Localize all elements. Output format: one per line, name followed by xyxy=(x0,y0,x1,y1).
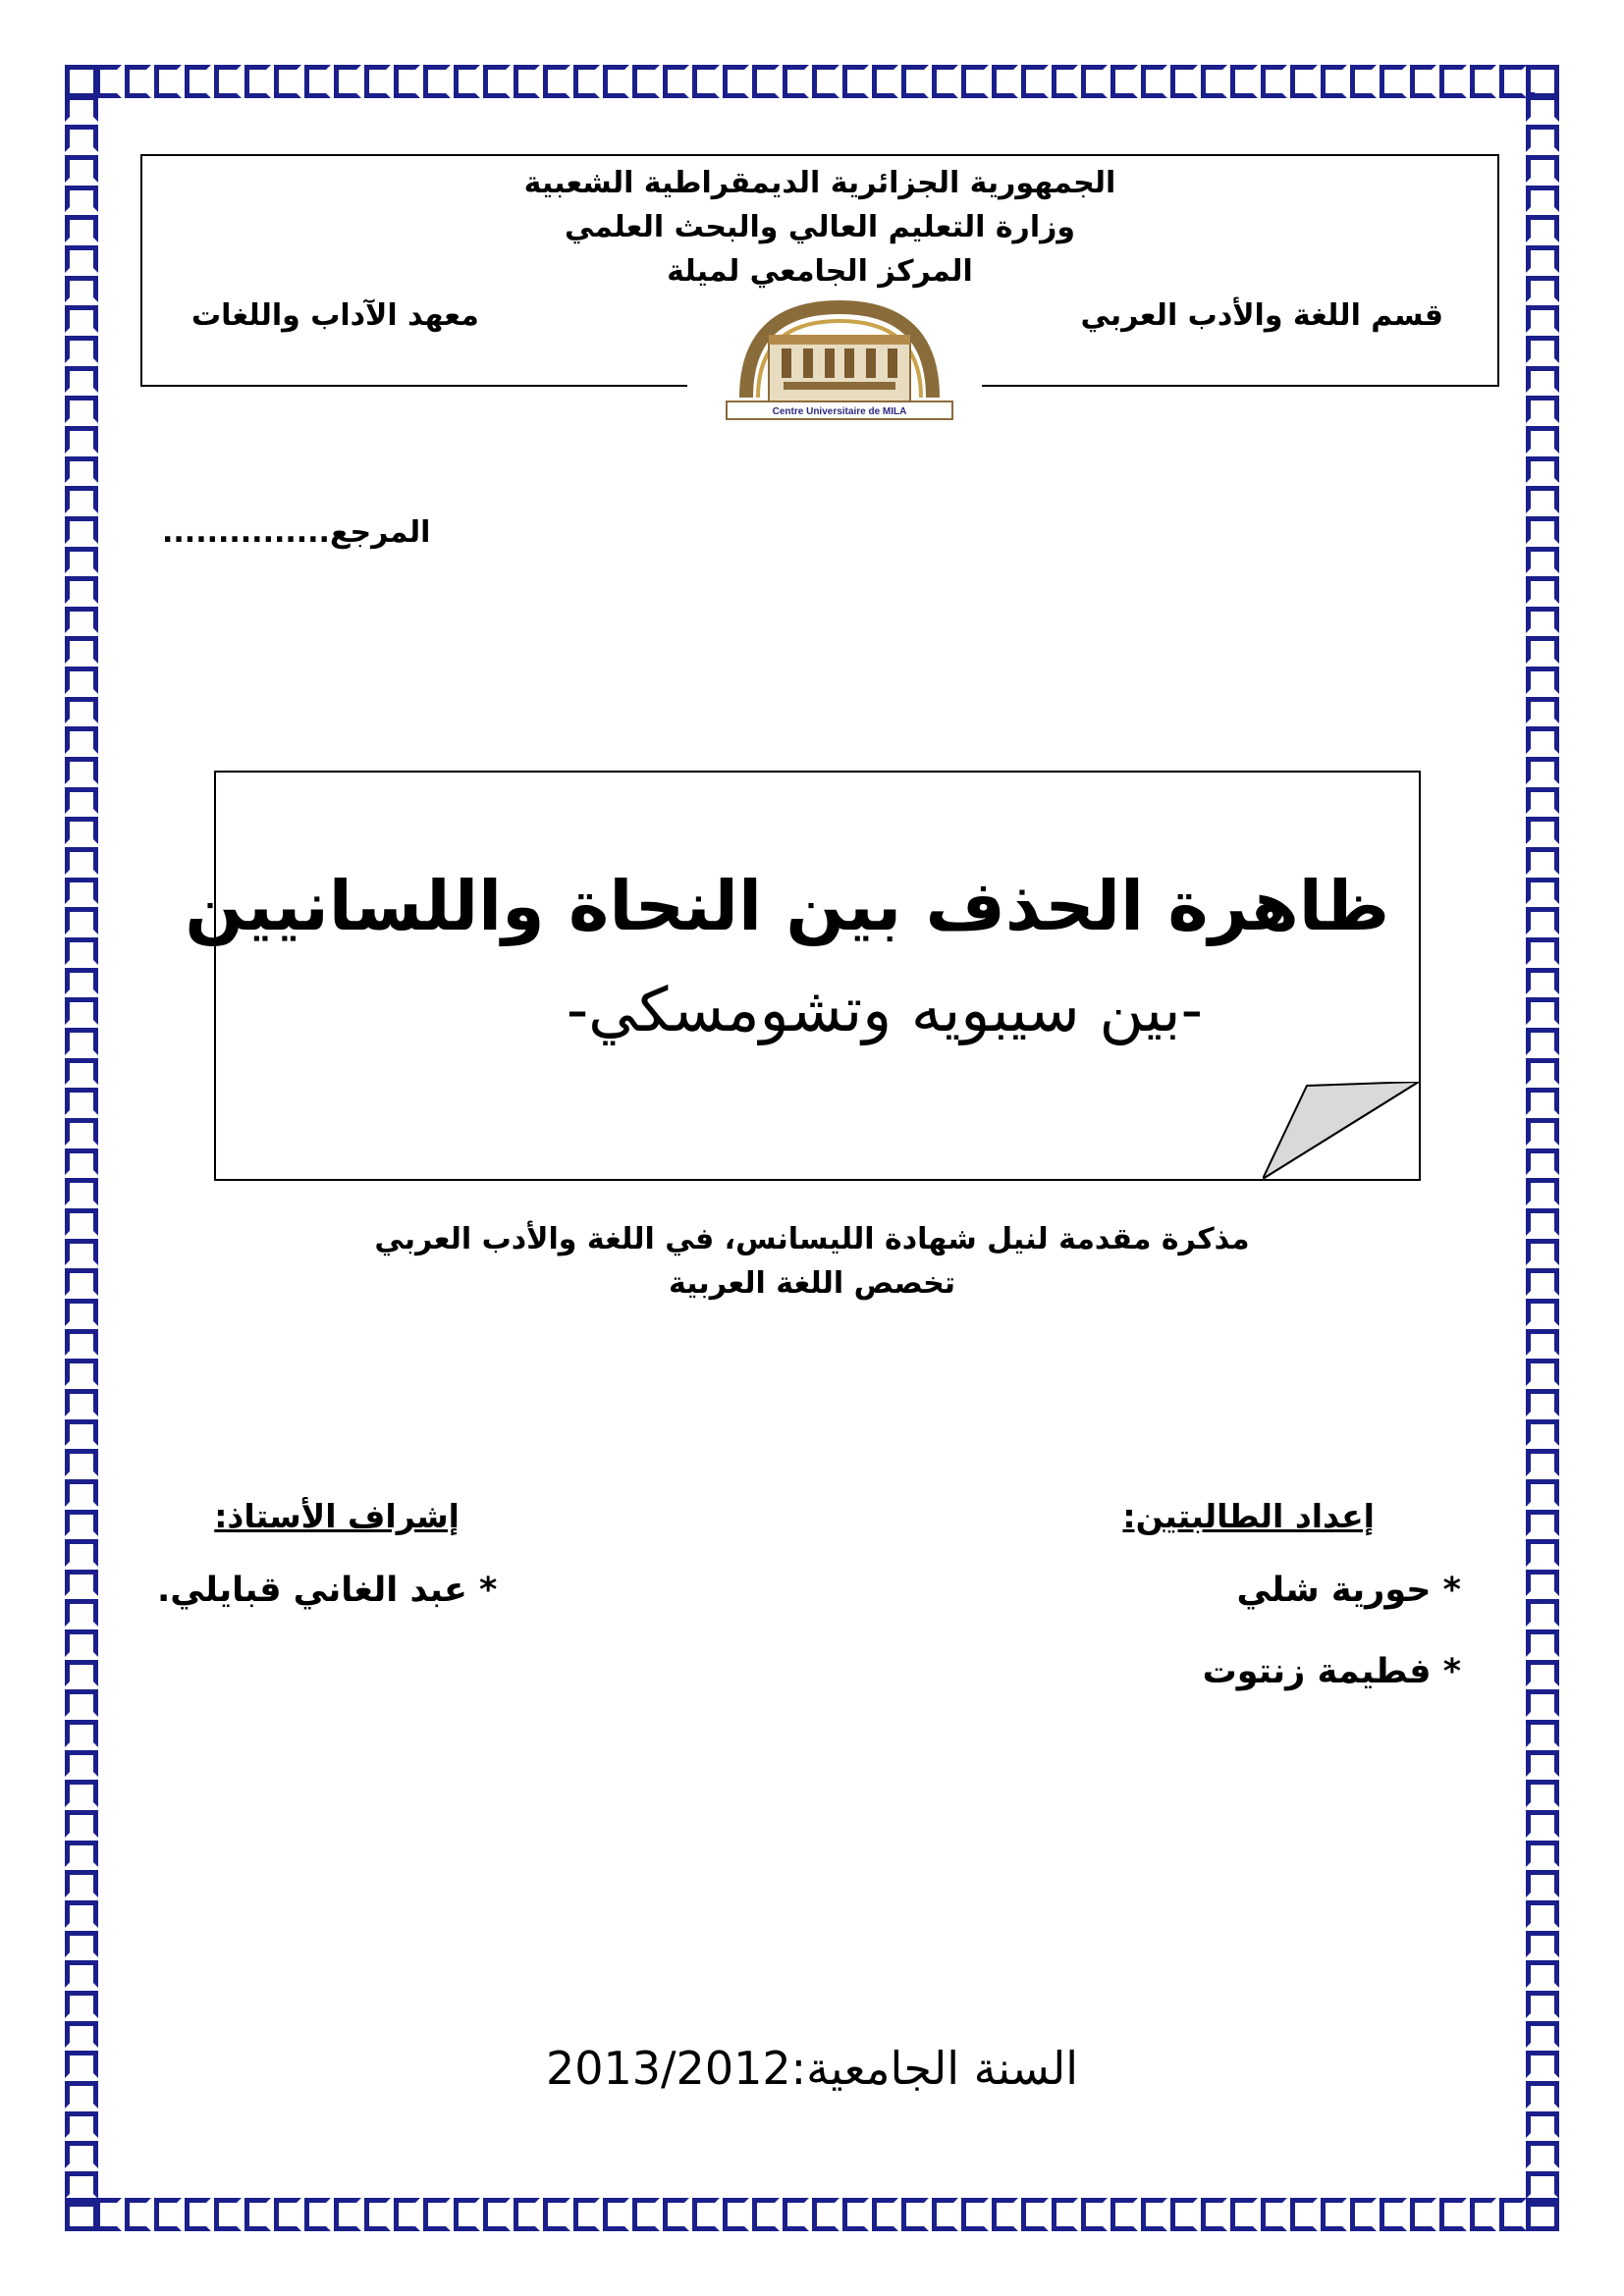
border-link xyxy=(1526,516,1559,544)
border-link xyxy=(125,2198,151,2231)
border-link xyxy=(65,2111,98,2139)
border-link xyxy=(1526,1780,1559,1807)
border-link xyxy=(901,65,928,98)
border-link xyxy=(1081,2198,1108,2231)
border-link xyxy=(454,2198,480,2231)
border-link xyxy=(663,2198,689,2231)
border-link xyxy=(872,2198,898,2231)
border-link xyxy=(454,65,480,98)
border-link xyxy=(1410,2198,1436,2231)
border-link xyxy=(65,1599,98,1627)
border-link xyxy=(1526,1329,1559,1357)
border-link xyxy=(65,366,98,394)
border-link xyxy=(1526,2111,1559,2139)
border-link xyxy=(244,65,271,98)
border-link xyxy=(1526,1539,1559,1567)
academic-year-value: 2013/2012 xyxy=(545,2042,791,2095)
border-link xyxy=(65,968,98,995)
reference-dots: ............... xyxy=(162,515,330,550)
border-link xyxy=(65,125,98,152)
border-link xyxy=(483,2198,510,2231)
border-link xyxy=(65,1810,98,1838)
border-corner xyxy=(65,2198,98,2231)
border-link xyxy=(65,757,98,784)
border-link xyxy=(65,1841,98,1868)
border-link xyxy=(1526,787,1559,815)
border-link xyxy=(1526,1960,1559,1988)
border-link xyxy=(723,65,749,98)
border-link xyxy=(65,937,98,965)
border-link xyxy=(95,2198,122,2231)
border-link xyxy=(1526,245,1559,273)
border-bottom xyxy=(65,2198,1559,2231)
border-link xyxy=(514,65,540,98)
border-link xyxy=(1526,1148,1559,1176)
border-link xyxy=(1526,547,1559,574)
border-link xyxy=(65,636,98,664)
border-link xyxy=(992,2198,1018,2231)
border-link xyxy=(334,2198,360,2231)
border-link xyxy=(65,276,98,303)
border-link xyxy=(812,2198,839,2231)
border-link xyxy=(1526,1058,1559,1086)
border-link xyxy=(1526,757,1559,784)
border-link xyxy=(1526,937,1559,965)
border-link xyxy=(1526,186,1559,213)
border-link xyxy=(65,305,98,333)
border-link xyxy=(1526,1178,1559,1205)
border-link xyxy=(1350,65,1377,98)
border-link xyxy=(65,336,98,363)
border-link xyxy=(1526,305,1559,333)
border-link xyxy=(1526,2141,1559,2168)
border-link xyxy=(65,396,98,423)
border-link xyxy=(1290,2198,1317,2231)
border-link xyxy=(1526,1479,1559,1507)
border-link xyxy=(1170,2198,1197,2231)
border-link xyxy=(1526,576,1559,604)
university-logo xyxy=(725,299,954,421)
border-link xyxy=(65,1178,98,1205)
border-link xyxy=(1230,2198,1257,2231)
border-link xyxy=(1290,65,1317,98)
supervisor-heading: إشراف الأستاذ: xyxy=(214,1497,460,1535)
border-link xyxy=(1526,847,1559,875)
border-link xyxy=(244,2198,271,2231)
border-link xyxy=(1526,336,1559,363)
border-link xyxy=(1201,2198,1227,2231)
border-link xyxy=(364,65,391,98)
border-link xyxy=(1526,1810,1559,1838)
border-corner xyxy=(1526,2198,1559,2231)
border-link xyxy=(65,2171,98,2199)
border-link xyxy=(1141,2198,1167,2231)
border-link xyxy=(65,1118,98,1146)
thesis-subtitle: -بين سيبويه وتشومسكي- xyxy=(566,974,1203,1045)
border-corner xyxy=(1526,65,1559,98)
border-link xyxy=(1526,215,1559,242)
border-link xyxy=(423,65,450,98)
border-link xyxy=(65,1329,98,1357)
border-link xyxy=(573,65,600,98)
border-link xyxy=(65,1870,98,1897)
border-link xyxy=(1230,65,1257,98)
border-link xyxy=(1526,1841,1559,1868)
border-link xyxy=(1261,65,1287,98)
border-link xyxy=(632,65,659,98)
border-top xyxy=(65,65,1559,98)
border-link xyxy=(961,65,988,98)
border-link xyxy=(1201,65,1227,98)
border-link xyxy=(1380,2198,1406,2231)
border-link xyxy=(1470,2198,1496,2231)
border-link xyxy=(1526,1449,1559,1476)
border-link xyxy=(783,2198,809,2231)
academic-year-label: السنة الجامعية: xyxy=(790,2042,1078,2095)
border-link xyxy=(1526,456,1559,484)
border-link xyxy=(1526,1720,1559,1747)
border-link xyxy=(65,1510,98,1537)
border-link xyxy=(65,1359,98,1386)
border-link xyxy=(1526,1660,1559,1687)
border-link xyxy=(65,155,98,183)
border-link xyxy=(65,726,98,754)
border-link xyxy=(483,65,510,98)
border-link xyxy=(394,2198,420,2231)
border-link xyxy=(154,2198,181,2231)
border-link xyxy=(901,2198,928,2231)
border-link xyxy=(65,997,98,1025)
border-link xyxy=(1526,1510,1559,1537)
border-link xyxy=(65,1689,98,1717)
border-link xyxy=(1380,65,1406,98)
border-link xyxy=(723,2198,749,2231)
border-link xyxy=(274,2198,300,2231)
border-link xyxy=(1526,607,1559,634)
border-link xyxy=(334,65,360,98)
border-link xyxy=(65,1299,98,1326)
border-link xyxy=(65,1539,98,1567)
border-link xyxy=(65,787,98,815)
border-link xyxy=(65,878,98,905)
border-link xyxy=(1526,1028,1559,1055)
border-link xyxy=(1526,697,1559,724)
border-link xyxy=(65,1960,98,1988)
border-link xyxy=(214,65,241,98)
border-link xyxy=(65,1088,98,1115)
border-link xyxy=(1526,486,1559,513)
border-link xyxy=(932,2198,958,2231)
border-link xyxy=(1141,65,1167,98)
border-link xyxy=(1526,667,1559,694)
border-link xyxy=(872,65,898,98)
border-link xyxy=(65,1028,98,1055)
border-link xyxy=(1526,1419,1559,1447)
academic-year xyxy=(0,2042,1624,2095)
border-link xyxy=(214,2198,241,2231)
border-link xyxy=(65,1419,98,1447)
border-link xyxy=(1526,817,1559,844)
reference-label: المرجع xyxy=(329,515,431,550)
border-link xyxy=(1499,2198,1526,2231)
border-link xyxy=(65,426,98,454)
border-link xyxy=(65,1629,98,1657)
border-link xyxy=(1526,2171,1559,2199)
border-link xyxy=(304,2198,331,2231)
border-link xyxy=(65,847,98,875)
thesis-title: ظاهرة الحذف بين النحاة واللسانيين xyxy=(185,866,1389,946)
border-link xyxy=(603,2198,629,2231)
logo-caption: Centre Universitaire de MILA xyxy=(772,406,907,417)
department-label: قسم اللغة والأدب العربي xyxy=(1080,298,1443,333)
border-link xyxy=(1526,1991,1559,2018)
border-link xyxy=(1526,125,1559,152)
border-link xyxy=(65,2141,98,2168)
border-link xyxy=(1052,2198,1078,2231)
memoir-description: مذكرة مقدمة لنيل شهادة الليسانس، في اللغة والأدب العربي xyxy=(374,1222,1250,1256)
border-link xyxy=(95,65,122,98)
border-right xyxy=(1526,65,1559,2231)
border-link xyxy=(842,65,869,98)
border-link xyxy=(65,456,98,484)
center-line: المركز الجامعي لميلة xyxy=(667,254,973,289)
border-link xyxy=(543,65,569,98)
border-link xyxy=(65,1720,98,1747)
border-link xyxy=(65,607,98,634)
border-link xyxy=(1021,65,1048,98)
border-link xyxy=(692,2198,719,2231)
border-link xyxy=(65,1780,98,1807)
student-name: * حورية شلي xyxy=(1236,1571,1461,1610)
border-left xyxy=(65,65,98,2231)
border-link xyxy=(1526,907,1559,934)
border-link xyxy=(1081,65,1108,98)
border-link xyxy=(154,65,181,98)
specialization: تخصص اللغة العربية xyxy=(668,1266,956,1301)
border-link xyxy=(1526,1088,1559,1115)
border-link xyxy=(65,1750,98,1778)
border-link xyxy=(1350,2198,1377,2231)
border-link xyxy=(1526,1931,1559,1958)
border-link xyxy=(1110,2198,1137,2231)
border-link xyxy=(65,907,98,934)
border-link xyxy=(423,2198,450,2231)
border-link xyxy=(65,667,98,694)
border-link xyxy=(1410,65,1436,98)
border-link xyxy=(65,1570,98,1597)
border-link xyxy=(65,186,98,213)
border-link xyxy=(65,1389,98,1416)
border-link xyxy=(1470,65,1496,98)
border-link xyxy=(1526,426,1559,454)
border-link xyxy=(1021,2198,1048,2231)
ministry-line: وزارة التعليم العالي والبحث العلمي xyxy=(564,210,1076,244)
border-link xyxy=(1526,1570,1559,1597)
border-link xyxy=(632,2198,659,2231)
border-link xyxy=(812,65,839,98)
border-corner xyxy=(65,65,98,98)
border-link xyxy=(1052,65,1078,98)
border-link xyxy=(185,2198,211,2231)
border-link xyxy=(65,245,98,273)
title-box xyxy=(185,771,1421,1181)
border-link xyxy=(394,65,420,98)
border-link xyxy=(1321,65,1347,98)
folded-corner-icon xyxy=(1263,1082,1419,1179)
border-link xyxy=(65,1148,98,1176)
border-link xyxy=(1526,1359,1559,1386)
border-link xyxy=(514,2198,540,2231)
border-link xyxy=(65,1931,98,1958)
border-link xyxy=(663,65,689,98)
border-link xyxy=(1526,726,1559,754)
border-link xyxy=(573,2198,600,2231)
border-link xyxy=(364,2198,391,2231)
border-link xyxy=(1110,65,1137,98)
border-link xyxy=(1526,366,1559,394)
supervisor-name: * عبد الغاني قبايلي. xyxy=(157,1571,498,1610)
border-link xyxy=(1499,65,1526,98)
border-link xyxy=(842,2198,869,2231)
border-link xyxy=(1526,1689,1559,1717)
border-link xyxy=(1439,65,1466,98)
border-link xyxy=(1526,276,1559,303)
border-link xyxy=(65,1058,98,1086)
border-link xyxy=(1526,1629,1559,1657)
border-link xyxy=(1526,878,1559,905)
border-link xyxy=(1526,396,1559,423)
border-link xyxy=(65,1900,98,1928)
border-link xyxy=(65,697,98,724)
border-link xyxy=(932,65,958,98)
border-link xyxy=(1526,1870,1559,1897)
border-link xyxy=(65,1991,98,2018)
border-link xyxy=(1526,1118,1559,1146)
border-link xyxy=(992,65,1018,98)
border-link xyxy=(1526,1389,1559,1416)
border-link xyxy=(274,65,300,98)
border-link xyxy=(1526,155,1559,183)
border-link xyxy=(1439,2198,1466,2231)
border-link xyxy=(1526,95,1559,123)
border-link xyxy=(65,215,98,242)
border-link xyxy=(304,65,331,98)
border-link xyxy=(961,2198,988,2231)
border-link xyxy=(65,817,98,844)
border-link xyxy=(1526,997,1559,1025)
border-link xyxy=(752,2198,779,2231)
border-link xyxy=(125,65,151,98)
border-link xyxy=(543,2198,569,2231)
border-link xyxy=(1526,1599,1559,1627)
border-link xyxy=(1261,2198,1287,2231)
border-link xyxy=(752,65,779,98)
border-link xyxy=(1526,636,1559,664)
border-link xyxy=(65,516,98,544)
institute-label: معهد الآداب واللغات xyxy=(191,298,479,333)
republic-line: الجمهورية الجزائرية الديمقراطية الشعبية xyxy=(523,166,1116,200)
border-link xyxy=(65,576,98,604)
border-link xyxy=(1170,65,1197,98)
border-link xyxy=(65,95,98,123)
border-link xyxy=(1526,1900,1559,1928)
border-link xyxy=(1526,968,1559,995)
border-link xyxy=(783,65,809,98)
border-link xyxy=(1526,1750,1559,1778)
border-link xyxy=(1321,2198,1347,2231)
border-link xyxy=(1526,1299,1559,1326)
border-link xyxy=(65,1449,98,1476)
border-link xyxy=(65,486,98,513)
students-heading: إعداد الطالبتين: xyxy=(1122,1497,1375,1535)
student-name: * فطيمة زنتوت xyxy=(1202,1652,1461,1691)
border-link xyxy=(185,65,211,98)
border-link xyxy=(692,65,719,98)
border-link xyxy=(65,547,98,574)
border-link xyxy=(65,1479,98,1507)
border-link xyxy=(603,65,629,98)
border-link xyxy=(65,1660,98,1687)
reference-line xyxy=(162,515,430,550)
